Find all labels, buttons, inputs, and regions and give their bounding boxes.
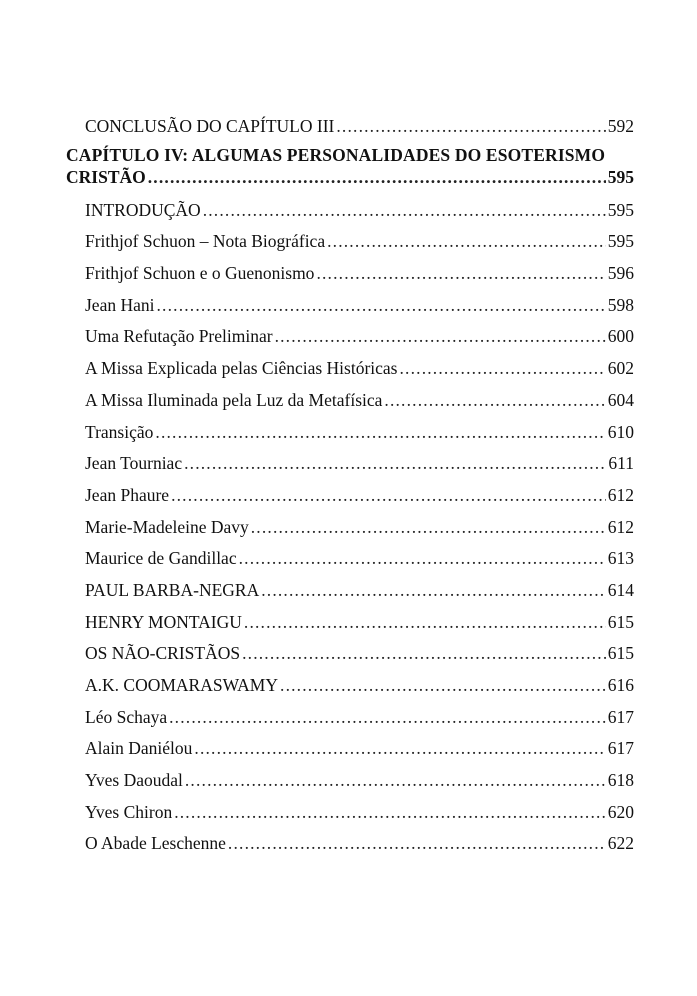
toc-entry[interactable] xyxy=(66,734,634,766)
toc-entry-page: 622 xyxy=(607,833,634,854)
dot-leader xyxy=(280,675,606,695)
toc-entry-page: 604 xyxy=(607,389,634,410)
toc-entry[interactable] xyxy=(66,671,634,703)
toc-entry-page: 616 xyxy=(607,675,634,695)
dot-leader xyxy=(244,612,606,632)
chapter-title-line1: CAPÍTULO IV: ALGUMAS PERSONALIDADES DO ESOTERISMO xyxy=(66,144,606,165)
toc-entry[interactable] xyxy=(66,354,634,386)
toc-entry-page: 612 xyxy=(607,484,634,505)
toc-entry[interactable] xyxy=(66,766,634,798)
toc-entry-title: O Abade Leschenne xyxy=(85,833,226,854)
dot-leader xyxy=(169,707,606,727)
toc-entry[interactable] xyxy=(66,544,634,576)
toc-entry-title: Frithjof Schuon – Nota Biográfica xyxy=(85,231,326,252)
dot-leader xyxy=(261,580,606,600)
dot-leader xyxy=(171,485,606,505)
dot-leader xyxy=(157,295,606,315)
toc-entry-title: OS NÃO-CRISTÃOS xyxy=(85,643,241,664)
toc-entry[interactable] xyxy=(66,798,634,830)
dot-leader xyxy=(384,390,605,410)
toc-entry[interactable] xyxy=(66,291,634,323)
toc-entry-title: HENRY MONTAIGU xyxy=(85,611,242,632)
dot-leader xyxy=(251,517,606,537)
toc-entry-title: CONCLUSÃO DO CAPÍTULO III xyxy=(85,116,335,136)
toc-entry-title: Léo Schaya xyxy=(85,706,168,727)
toc-entry-title: Jean Tourniac xyxy=(85,453,183,474)
toc-entry-page: 617 xyxy=(607,706,634,727)
dot-leader xyxy=(327,231,606,251)
toc-entry-title: Yves Chiron xyxy=(85,801,173,822)
dot-leader xyxy=(316,263,605,283)
toc-entry[interactable] xyxy=(66,576,634,608)
toc-entry-page: 613 xyxy=(607,548,634,569)
toc-entry[interactable] xyxy=(66,196,634,228)
toc-entry-page: 611 xyxy=(608,453,634,474)
toc-chapter-heading[interactable] xyxy=(66,144,634,196)
toc-entry-page: 600 xyxy=(607,326,634,347)
dot-leader xyxy=(174,802,606,822)
toc-entry-title: Jean Hani xyxy=(85,294,155,315)
toc-entry-title: Jean Phaure xyxy=(85,484,170,505)
toc-entry-title: A Missa Iluminada pela Luz da Metafísica xyxy=(85,389,383,410)
toc-entry-page: 595 xyxy=(607,199,634,220)
toc-entry[interactable] xyxy=(66,829,634,861)
dot-leader xyxy=(400,358,606,378)
toc-entry[interactable] xyxy=(66,639,634,671)
toc-entry-page: 618 xyxy=(607,770,634,791)
dot-leader xyxy=(228,833,606,853)
toc-entry-title: Yves Daoudal xyxy=(85,770,183,791)
toc-entry-page: 610 xyxy=(607,421,634,442)
toc-entry[interactable] xyxy=(66,227,634,259)
toc-entry-title: Uma Refutação Preliminar xyxy=(85,326,273,347)
toc-entry-page: 615 xyxy=(607,643,634,664)
toc-entry-page: 614 xyxy=(607,579,634,600)
dot-leader xyxy=(184,453,606,473)
toc-entry-title: INTRODUÇÃO xyxy=(85,199,201,220)
toc-entry-page: 615 xyxy=(607,611,634,632)
toc-entry[interactable] xyxy=(66,481,634,513)
dot-leader xyxy=(336,116,605,136)
table-of-contents xyxy=(66,112,634,861)
toc-entry-title: A.K. COOMARASWAMY xyxy=(85,675,279,695)
dot-leader xyxy=(194,738,605,758)
toc-entry[interactable] xyxy=(66,449,634,481)
dot-leader xyxy=(155,422,605,442)
toc-entry-page: 598 xyxy=(607,294,634,315)
toc-entry-page: 612 xyxy=(607,516,634,537)
toc-entry-page: 620 xyxy=(607,801,634,822)
toc-entry[interactable] xyxy=(66,322,634,354)
toc-entry-title: Marie-Madeleine Davy xyxy=(85,516,249,537)
chapter-title-line2: CRISTÃO xyxy=(66,166,146,187)
toc-entry-page: 592 xyxy=(607,116,634,136)
toc-entry-title: Frithjof Schuon e o Guenonismo xyxy=(85,263,315,284)
toc-entries xyxy=(66,196,634,861)
toc-entry-title: Transição xyxy=(85,421,154,442)
toc-entry[interactable] xyxy=(66,112,634,144)
dot-leader xyxy=(275,326,606,346)
toc-entry-page: 617 xyxy=(607,738,634,759)
dot-leader xyxy=(203,200,606,220)
dot-leader xyxy=(185,770,606,790)
dot-leader xyxy=(148,167,606,187)
toc-entry[interactable] xyxy=(66,703,634,735)
toc-entry-page: 602 xyxy=(607,358,634,379)
toc-entry-title: PAUL BARBA-NEGRA xyxy=(85,579,260,600)
toc-entry[interactable] xyxy=(66,513,634,545)
toc-entry-title: Maurice de Gandillac xyxy=(85,548,237,569)
toc-entry[interactable] xyxy=(66,386,634,418)
toc-entry-page: 596 xyxy=(607,263,634,284)
toc-entry[interactable] xyxy=(66,259,634,291)
toc-entry[interactable] xyxy=(66,418,634,450)
chapter-page: 595 xyxy=(607,166,634,187)
dot-leader xyxy=(239,548,606,568)
toc-entry[interactable] xyxy=(66,608,634,640)
dot-leader xyxy=(242,643,606,663)
toc-entry-page: 595 xyxy=(607,231,634,252)
toc-entry-title: A Missa Explicada pelas Ciências Históricas xyxy=(85,358,398,379)
toc-entry-title: Alain Daniélou xyxy=(85,738,193,759)
